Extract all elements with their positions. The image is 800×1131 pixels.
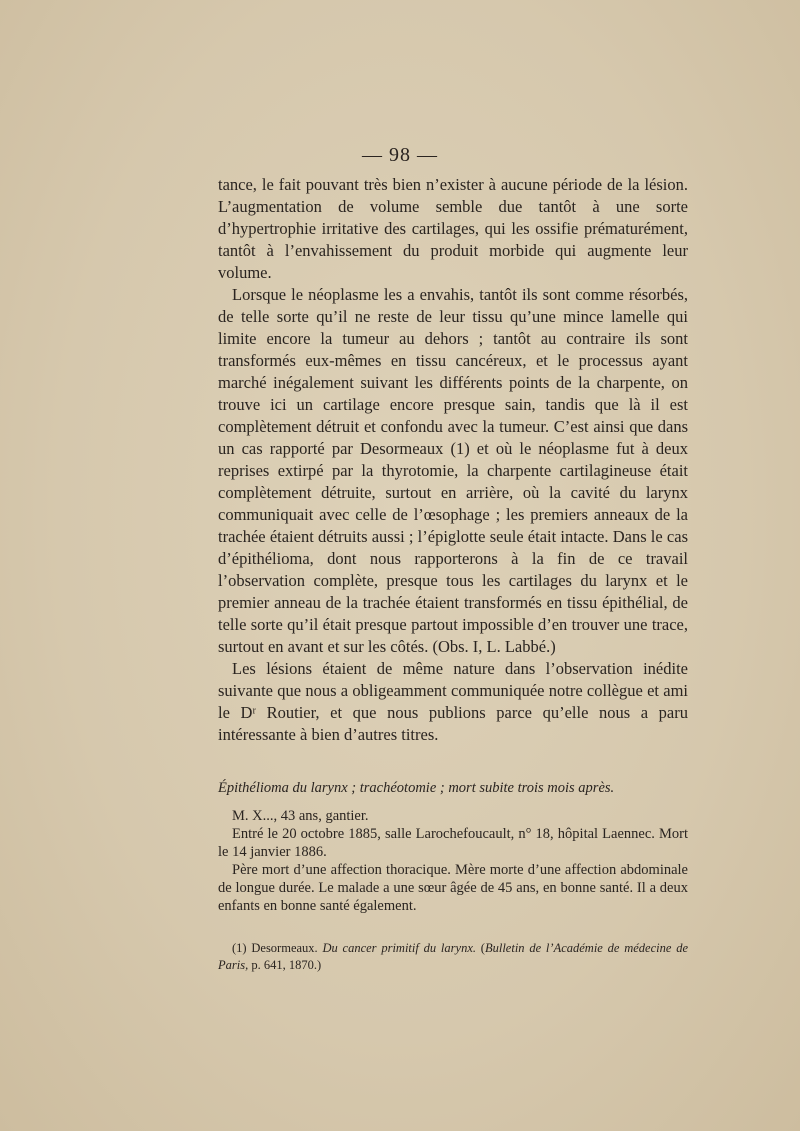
footnote [218,940,688,974]
footnote-journal: Bulletin de l’Académie de médecine de Paris, [218,941,689,972]
observation-line: M. X..., 43 ans, gantier. [232,808,369,824]
observation-title: Épithélioma du larynx ; trachéotomie ; mort subite trois mois après. [218,780,615,796]
paragraph: tance, le fait pouvant très bien n’exister à aucune période de la lésion. L’augmentation de volume semble due tantôt à une sorte d’hypertrophie irritative des cartilages, qui les ossifie prématurément, tantôt à l’envahissement du produit morbide qui augmente leur volume. [218,175,688,282]
footnote-paren: ( [480,941,485,955]
main-text [218,174,688,746]
paragraph: Les lésions étaient de même nature dans l’observation inédite suivante que nous a obligeamment communiquée notre collègue et ami le Dʳ Routier, et que nous publions parce qu’elle nous a paru intéressante à bien d’autres titres. [218,659,688,744]
paragraph: Lorsque le néoplasme les a envahis, tantôt ils sont comme résorbés, de telle sorte qu’il ne reste de leur tissu qu’une mince lamelle qui limite encore la tumeur au dehors ; tantôt au contraire ils sont transformés eux-mêmes en tissu cancéreux, et le processus ayant marché inégalement suivant les différents points de la charpente, on trouve ici un cartilage encore presque sain, tandis que là il est complètement détruit et confondu avec la tumeur. C’est ainsi que dans un cas rapporté par Desormeaux (1) et où le néoplasme fut à deux reprises extirpé par la thyrotomie, la charpente cartilagineuse était complètement détruite, surtout en arrière, où la cavité du larynx communiquait avec celle de l’œsophage ; les premiers anneaux de la trachée étaient détruits aussi ; l’épiglotte seule était intacte. Dans le cas d’épithélioma, dont nous rapporterons à la fin de ce travail l’observation complète, presque tous les cartilages du larynx et le premier anneau de la trachée étaient transformés en tissu épithélial, de telle sorte qu’il était presque partout impossible d’en trouver une trace, surtout en avant et sur les côtés. (Obs. I, L. Labbé.) [218,285,688,656]
observation-line: Entré le 20 octobre 1885, salle Larochefoucault, n° 18, hôpital Laennec. Mort le 14 janvier 1886. [218,826,688,860]
footnote-work-title: Du cancer primitif du larynx. [322,941,476,955]
footnote-details: p. 641, 1870.) [251,958,322,972]
footnote-marker: (1) Desormeaux. [232,941,318,955]
observation-line: Père mort d’une affection thoracique. Mère morte d’une affection abdominale de longue durée. Le malade a une sœur âgée de 45 ans, en bonne santé. Il a deux enfants en bonne santé également. [218,862,688,914]
page-number: — 98 — [362,144,438,166]
observation-block [218,779,688,915]
